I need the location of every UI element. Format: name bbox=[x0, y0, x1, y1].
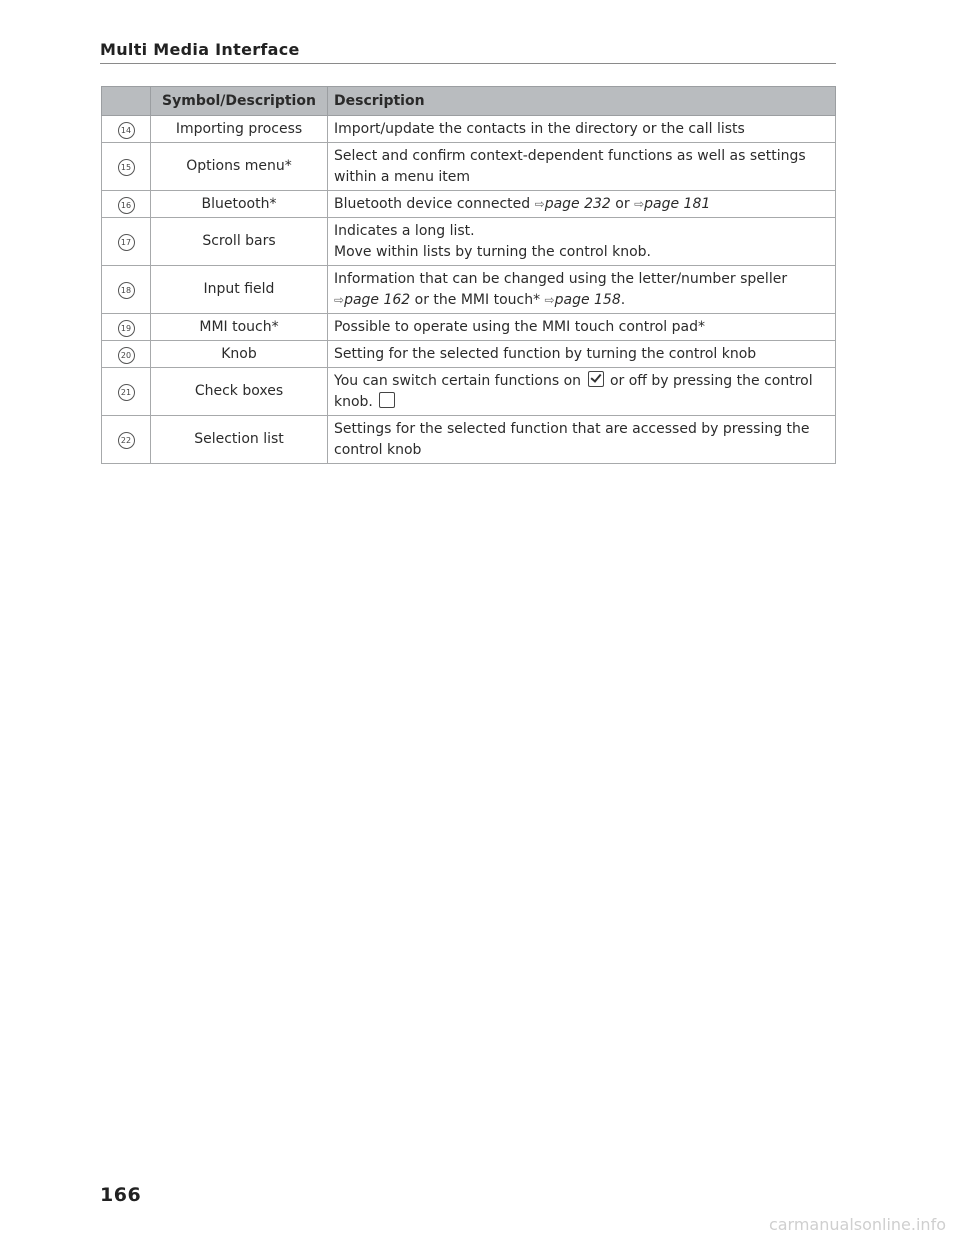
description-text: or off by pressing the control knob. bbox=[334, 372, 813, 410]
description-cell bbox=[328, 191, 836, 218]
circled-number-icon: 18 bbox=[118, 282, 135, 299]
description-cell: Settings for the selected function that are accessed by pressing the control knob bbox=[328, 416, 836, 464]
symbol-cell: Check boxes bbox=[151, 368, 328, 416]
description-text: or the MMI touch* bbox=[414, 291, 541, 308]
circled-number-icon: 16 bbox=[118, 197, 135, 214]
description-line bbox=[334, 290, 829, 311]
column-header-description: Description bbox=[328, 87, 836, 116]
page-header bbox=[100, 40, 836, 64]
symbol-cell: Knob bbox=[151, 341, 328, 368]
table-header-blank bbox=[102, 87, 151, 116]
row-number bbox=[102, 341, 151, 368]
page-header-title: Multi Media Interface bbox=[100, 40, 300, 59]
arrow-right-icon: ⇨ bbox=[634, 196, 645, 211]
description-cell: Setting for the selected function by turning the control knob bbox=[328, 341, 836, 368]
description-line: Information that can be changed using the letter/number speller bbox=[334, 270, 788, 287]
row-number bbox=[102, 143, 151, 191]
table-header-row bbox=[102, 87, 836, 116]
symbol-cell: Options menu* bbox=[151, 143, 328, 191]
description-line: Move within lists by turning the control knob. bbox=[334, 243, 651, 260]
table-row bbox=[102, 218, 836, 266]
description-text: . bbox=[620, 291, 626, 308]
circled-number-icon: 14 bbox=[118, 122, 135, 139]
description-cell: Possible to operate using the MMI touch control pad* bbox=[328, 314, 836, 341]
symbol-cell: Selection list bbox=[151, 416, 328, 464]
arrow-right-icon: ⇨ bbox=[334, 292, 345, 307]
row-number bbox=[102, 266, 151, 314]
circled-number-icon: 21 bbox=[118, 384, 135, 401]
symbol-cell: Input field bbox=[151, 266, 328, 314]
row-number bbox=[102, 416, 151, 464]
circled-number-icon: 15 bbox=[118, 159, 135, 176]
watermark-text: carmanualsonline.info bbox=[768, 1215, 946, 1234]
arrow-right-icon: ⇨ bbox=[534, 196, 545, 211]
circled-number-icon: 22 bbox=[118, 432, 135, 449]
checkbox-checked-icon bbox=[588, 371, 604, 387]
table-row bbox=[102, 416, 836, 464]
description-cell: Import/update the contacts in the directory or the call lists bbox=[328, 116, 836, 143]
symbol-description-table bbox=[101, 86, 836, 464]
symbol-cell: MMI touch* bbox=[151, 314, 328, 341]
row-number bbox=[102, 191, 151, 218]
row-number bbox=[102, 116, 151, 143]
description-cell bbox=[328, 266, 836, 314]
description-text: or bbox=[615, 195, 630, 212]
description-text: Bluetooth device connected bbox=[334, 195, 531, 212]
arrow-right-icon: ⇨ bbox=[544, 292, 555, 307]
circled-number-icon: 19 bbox=[118, 320, 135, 337]
page-reference-link[interactable]: page 158 bbox=[554, 291, 621, 308]
row-number bbox=[102, 314, 151, 341]
page-reference-link[interactable]: page 181 bbox=[644, 195, 711, 212]
page-number: 166 bbox=[100, 1184, 142, 1206]
table-row bbox=[102, 143, 836, 191]
description-line: Indicates a long list. bbox=[334, 222, 475, 239]
page-reference-link[interactable]: page 162 bbox=[344, 291, 411, 308]
description-cell bbox=[328, 218, 836, 266]
table-row bbox=[102, 341, 836, 368]
symbol-cell: Scroll bars bbox=[151, 218, 328, 266]
circled-number-icon: 20 bbox=[118, 347, 135, 364]
description-text: You can switch certain functions on bbox=[334, 372, 582, 389]
symbol-cell: Importing process bbox=[151, 116, 328, 143]
row-number bbox=[102, 368, 151, 416]
description-cell bbox=[328, 368, 836, 416]
symbol-cell: Bluetooth* bbox=[151, 191, 328, 218]
table-row bbox=[102, 266, 836, 314]
row-number bbox=[102, 218, 151, 266]
page-reference-link[interactable]: page 232 bbox=[544, 195, 611, 212]
description-cell: Select and confirm context-dependent functions as well as settings within a menu item bbox=[328, 143, 836, 191]
checkbox-empty-icon bbox=[379, 392, 395, 408]
table-row bbox=[102, 368, 836, 416]
table-row bbox=[102, 116, 836, 143]
circled-number-icon: 17 bbox=[118, 234, 135, 251]
column-header-symbol: Symbol/Description bbox=[151, 87, 328, 116]
table-row bbox=[102, 314, 836, 341]
table-row bbox=[102, 191, 836, 218]
